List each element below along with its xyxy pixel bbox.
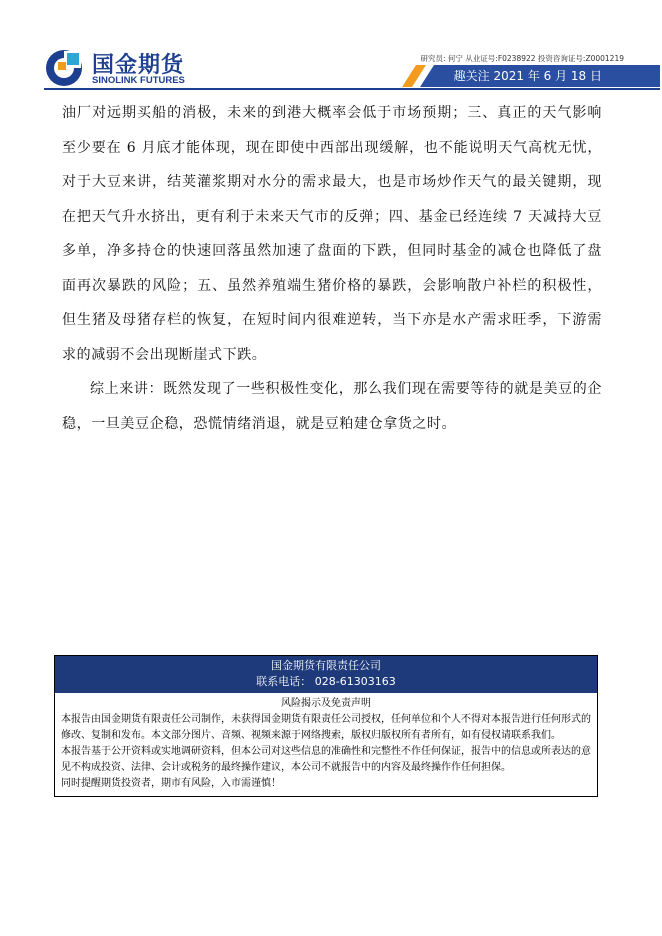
disclaimer-paragraph: 本报告由国金期货有限责任公司制作，未获得国金期货有限责任公司授权，任何单位和个人不得对本报告进行任何形式的修改、复制和发布。本文部分图片、音频、视频来源于网络搜索，版权归版权所有者所有，如有侵权请联系我们。 xyxy=(61,714,591,741)
disclaimer-title: 风险揭示及免责声明 xyxy=(281,698,371,709)
body-paragraph: 油厂对远期买船的消极，未来的到港大概率会低于市场预期；三、真正的天气影响至少要在 6 月底才能体现，现在即使中西部出现缓解，也不能说明天气高枕无忧，对于大豆来讲，结荚灌浆期对水分的需求最大，也是市场炒作天气的最关键期，现在把天气升水挤出，更有利于未来天气市的反弹；四、基金已经连续 7 天减持大豆多单，净多持仓的快速回落虽然加速了盘面的下跌，但同时基金的减仓也降低了盘面再次暴跌的风险；五、虽然养殖端生猪价格的暴跌，会影响散户补栏的积极性，但生猪及母猪存栏的恢复，在短时间内很难逆转，当下亦是水产需求旺季，下游需求的减弱不会出现断崖式下跌。 xyxy=(62,105,602,363)
body-paragraph-conclusion: 综上来讲：既然发现了一些积极性变化，那么我们现在需要等待的就是美豆的企稳，一旦美豆企稳，恐慌情绪消退，就是豆粕建仓拿货之时。 xyxy=(62,381,602,432)
header-divider xyxy=(44,88,660,90)
disclaimer-paragraph: 本报告基于公开资料或实地调研资料，但本公司对这些信息的准确性和完整性不作任何保证，报告中的信息或所表达的意见不构成投资、法律、会计或税务的最终操作建议，本公司不就报告中的内容及最终操作作任何担保。 xyxy=(61,746,591,773)
sinolink-logo-icon xyxy=(44,48,84,88)
disclaimer-header xyxy=(55,656,597,693)
company-name: 国金期货有限责任公司 xyxy=(271,659,381,672)
report-date: 趣关注 2021 年 6 月 18 日 xyxy=(453,69,602,83)
contact-phone: 联系电话： 028-61303163 xyxy=(256,675,396,688)
disclaimer-body xyxy=(55,693,597,796)
disclaimer-paragraph: 同时提醒期货投资者，期市有风险，入市需谨慎！ xyxy=(61,778,281,789)
report-body xyxy=(62,96,602,441)
disclaimer-box xyxy=(54,655,598,797)
page-header xyxy=(0,0,662,95)
logo-english-name: SINOLINK FUTURES xyxy=(92,75,185,86)
analyst-credentials: 研究员: 何宁 从业证号:F0238922 投资咨询证号:Z0001219 xyxy=(420,54,624,63)
logo-chinese-name: 国金期货 xyxy=(92,53,185,78)
